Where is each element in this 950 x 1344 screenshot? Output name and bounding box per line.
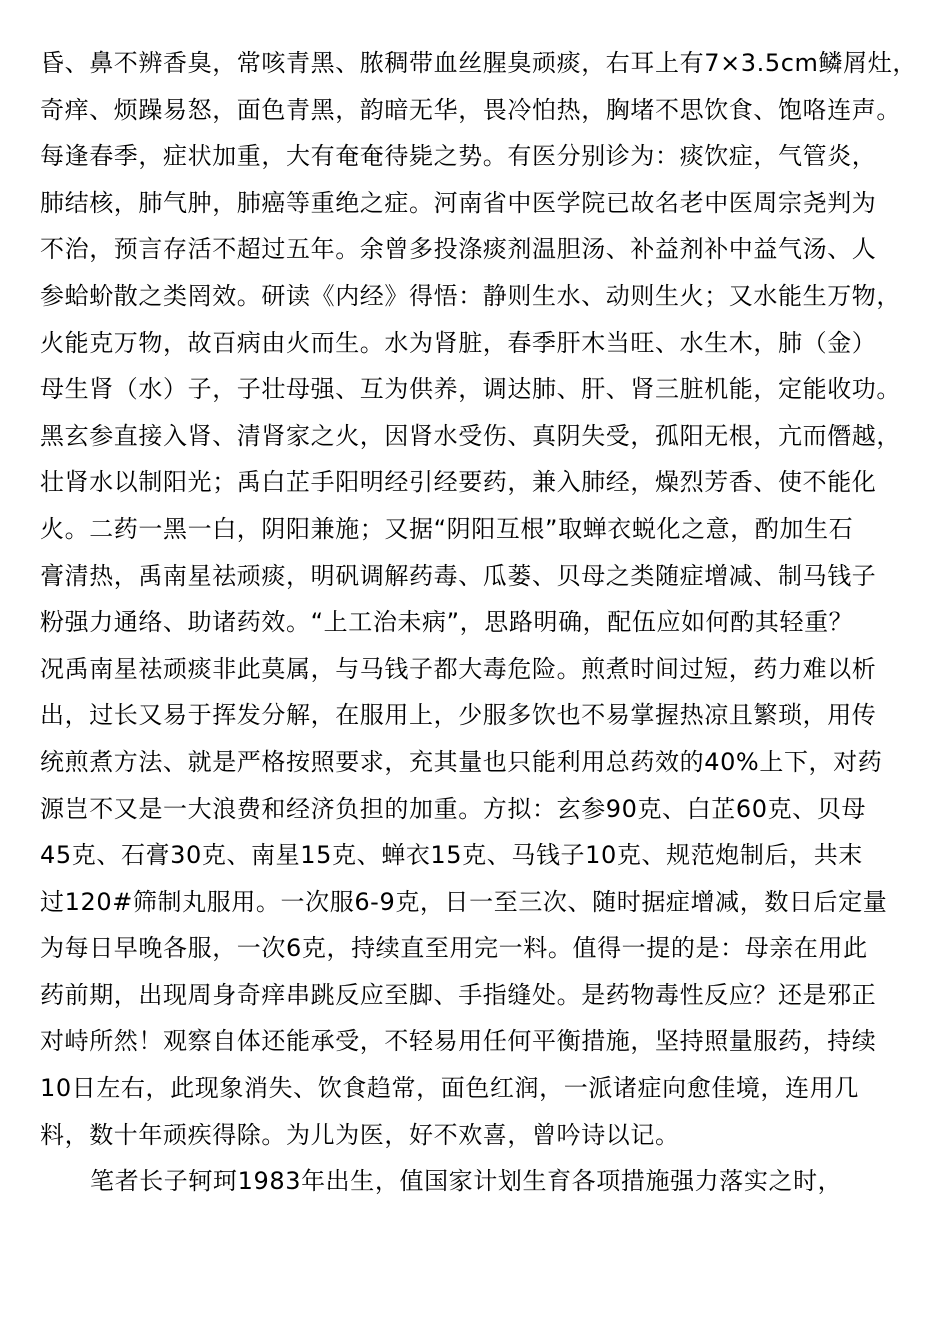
text-line: 壮肾水以制阳光；禹白芷手阳明经引经要药，兼入肺经，燥烈芳香、使不能化 (40, 468, 877, 497)
text-line: 每逢春季，症状加重，大有奄奄待毙之势。有医分别诊为：痰饮症，气管炎， (40, 142, 877, 171)
text-line: 不治，预言存活不超过五年。余曾多投涤痰剂温胆汤、补益剂补中益气汤、人 (40, 235, 877, 264)
text-line: 昏、鼻不辨香臭，常咳青黑、脓稠带血丝腥臭顽痰，右耳上有7×3.5cm鳞屑灶， (40, 49, 917, 77)
text-line: 过120#筛制丸服用。一次服6-9克，日一至三次、随时据症增减，数日后定量 (40, 887, 888, 916)
text-line: 黑玄参直接入肾、清肾家之火，因肾水受伤、真阴失受，孤阳无根，亢而僭越， (40, 421, 901, 450)
body-text (40, 40, 920, 1205)
text-line: 粉强力通络、助诸药效。“上工治未病”，思路明确，配伍应如何酌其轻重？ (40, 608, 854, 637)
text-line: 参蛤蚧散之类罔效。研读《内经》得悟：静则生水、动则生火；又水能生万物， (40, 281, 901, 310)
text-line: 况禹南星祛顽痰非此莫属，与马钱子都大毒危险。煎煮时间过短，药力难以析 (40, 654, 877, 683)
text-line: 对峙所然！观察自体还能承受，不轻易用任何平衡措施，坚持照量服药，持续 (40, 1027, 877, 1056)
paragraph-start-line: 笔者长子轲珂1983年出生，值国家计划生育各项措施强力落实之时， (90, 1167, 843, 1196)
text-line: 肺结核，肺气肿，肺癌等重绝之症。河南省中医学院已故名老中医周宗尧判为 (40, 188, 877, 217)
text-line: 出，过长又易于挥发分解，在服用上，少服多饮也不易掌握热凉且繁琐，用传 (40, 701, 877, 730)
text-line: 10日左右，此现象消失、饮食趋常，面色红润，一派诸症向愈佳境，连用几 (40, 1074, 859, 1103)
text-line: 源岂不又是一大浪费和经济负担的加重。方拟：玄参90克、白芷60克、贝母 (40, 794, 867, 823)
text-line: 母生肾（水）子，子壮母强、互为供养，调达肺、肝、肾三脏机能，定能收功。 (40, 375, 901, 404)
text-line: 火能克万物，故百病由火而生。水为肾脏，春季肝木当旺、水生木，肺（金） (40, 328, 877, 357)
text-line: 统煎煮方法、就是严格按照要求，充其量也只能利用总药效的40%上下，对药 (40, 747, 883, 776)
text-line: 料，数十年顽疾得除。为儿为医，好不欢喜，曾吟诗以记。 (40, 1120, 680, 1149)
text-line: 膏清热，禹南星祛顽痰，明矾调解药毒、瓜蒌、贝母之类随症增减、制马钱子 (40, 561, 877, 590)
text-line: 为每日早晚各服，一次6克，持续直至用完一料。值得一提的是：母亲在用此 (40, 934, 868, 963)
text-line: 火。二药一黑一白，阴阳兼施；又据“阴阳互根”取蝉衣蜕化之意，酌加生石 (40, 514, 854, 543)
text-line: 奇痒、烦躁易怒，面色青黑，韵暗无华，畏冷怕热，胸堵不思饮食、饱咯连声。 (40, 95, 901, 124)
text-line: 45克、石膏30克、南星15克、蝉衣15克、马钱子10克、规范炮制后，共末 (40, 841, 863, 870)
text-line: 药前期，出现周身奇痒串跳反应至脚、手指缝处。是药物毒性反应？还是邪正 (40, 980, 877, 1009)
